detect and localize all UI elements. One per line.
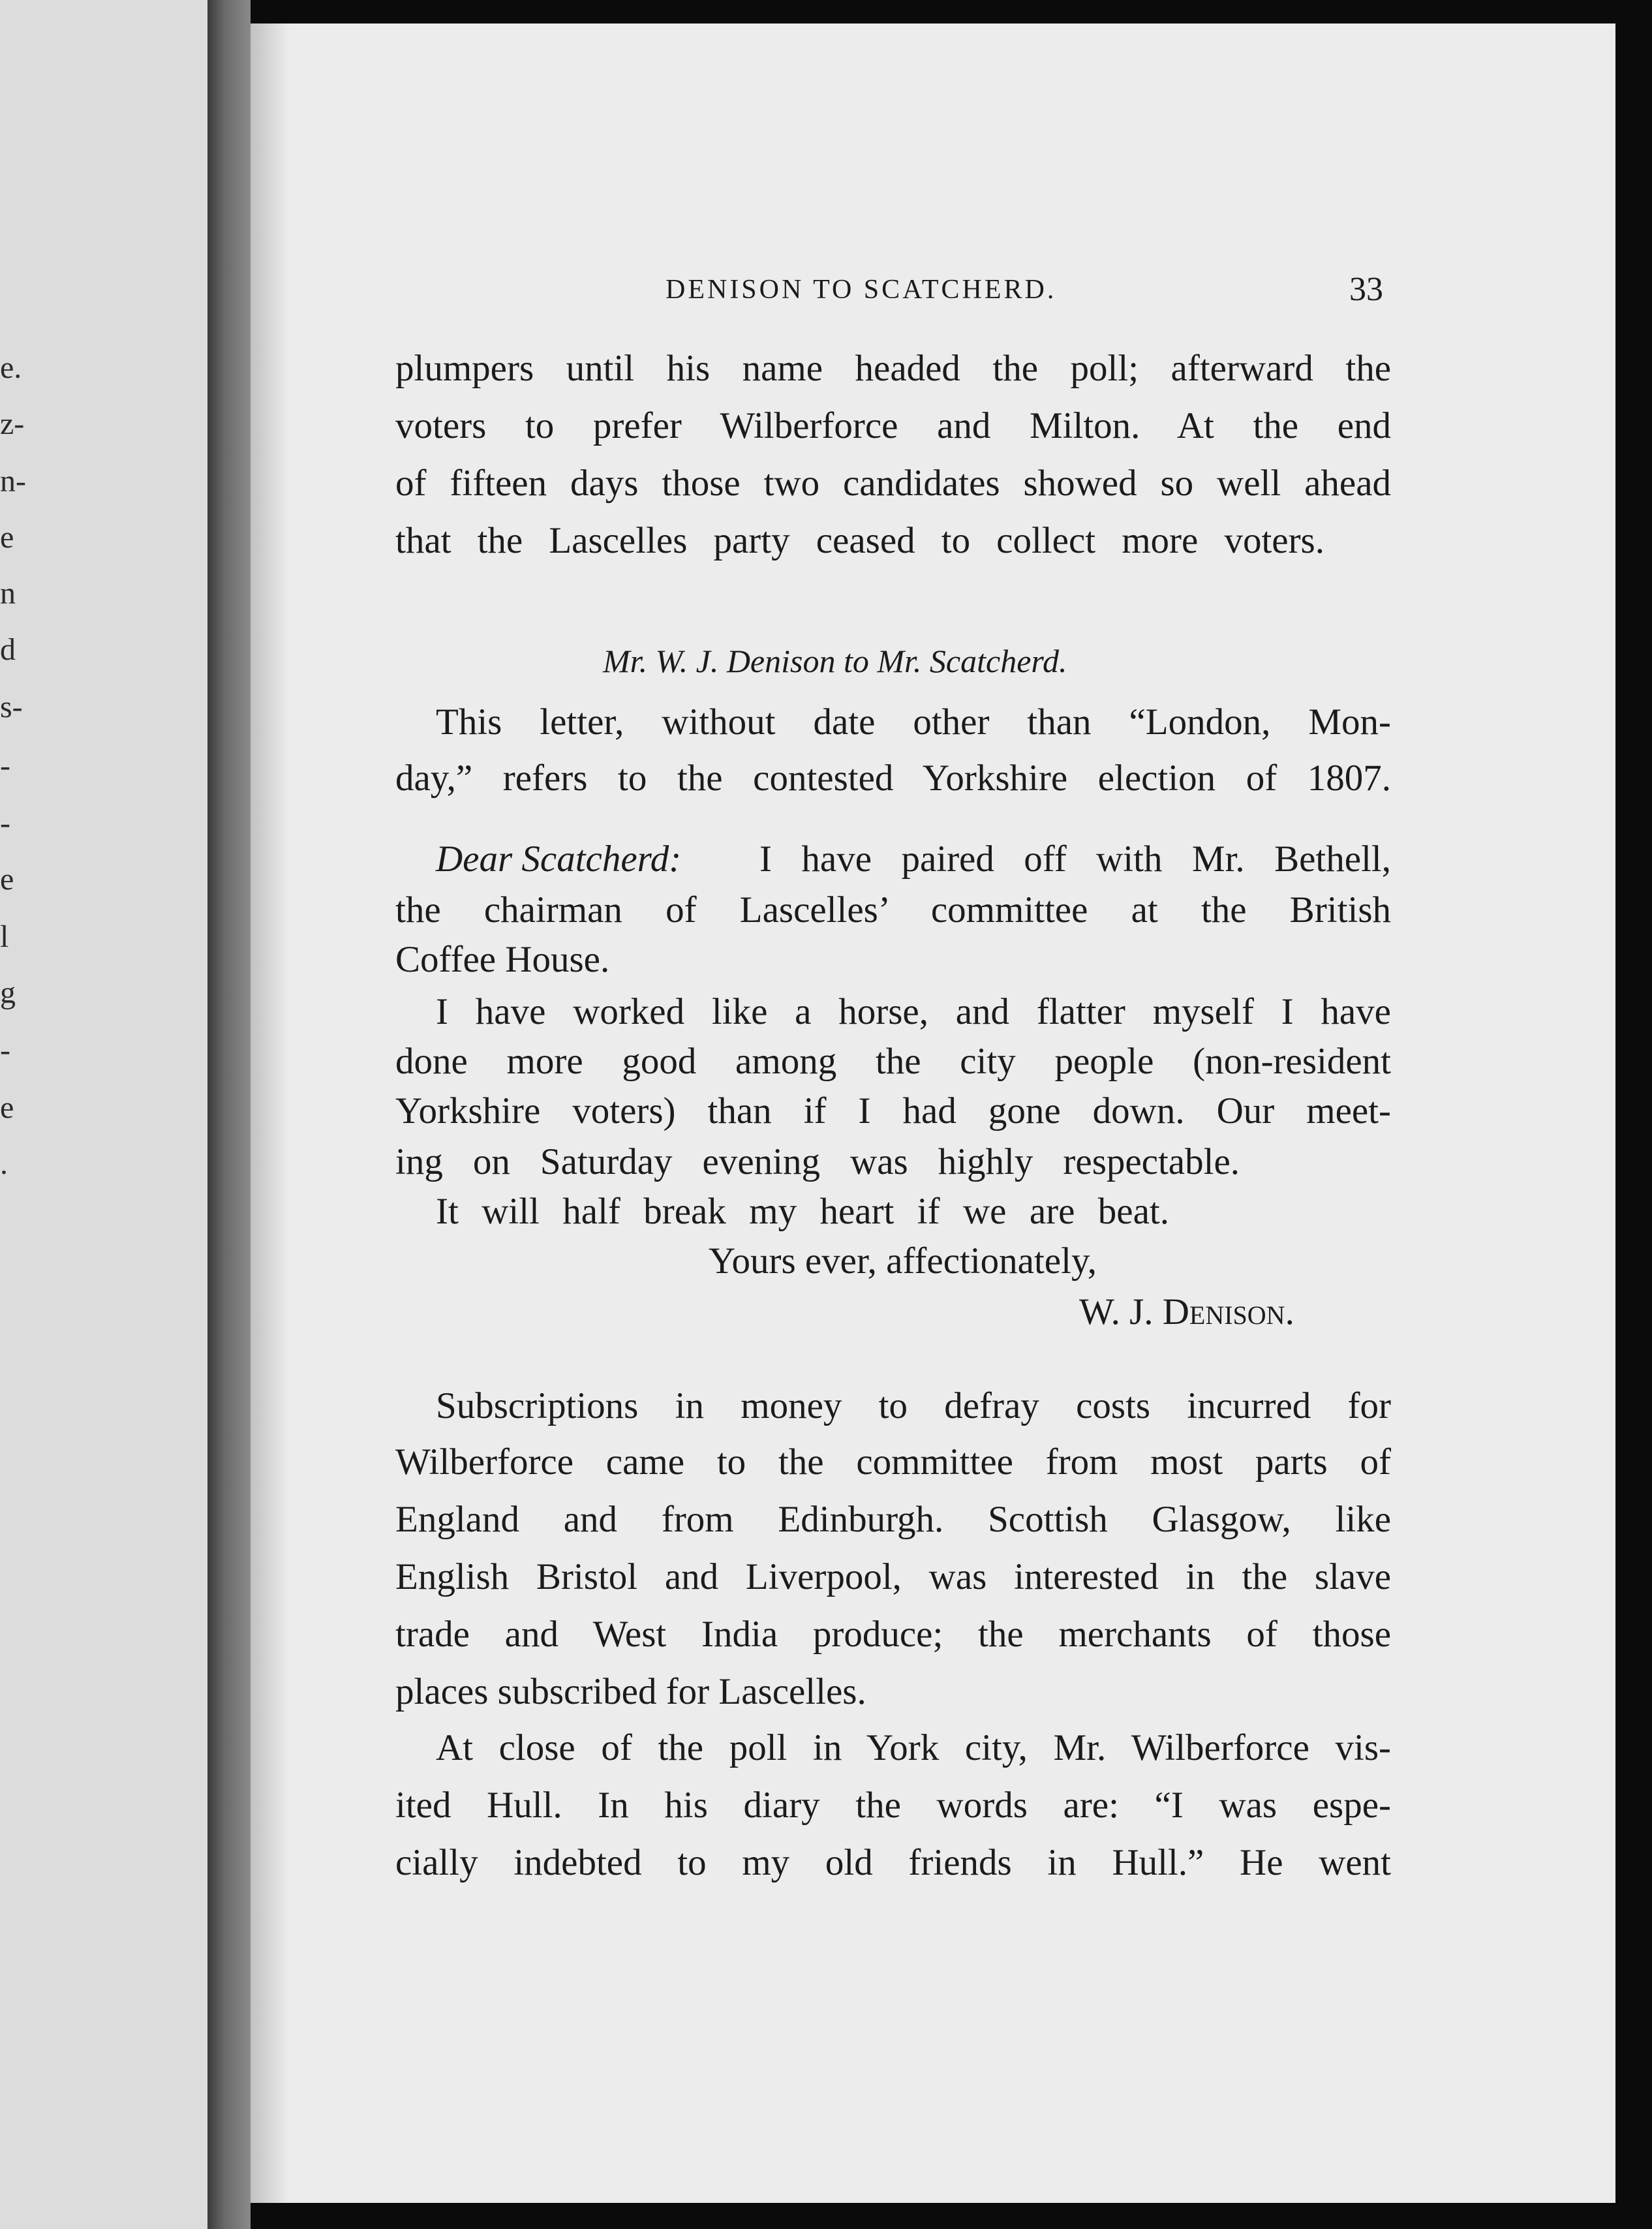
text-line: At close of the poll in York city, Mr. Wilberforce vis- (436, 1727, 1391, 1768)
margin-fragment: n (0, 576, 16, 611)
text-line: voters to prefer Wilberforce and Milton. At the end (395, 405, 1391, 446)
margin-fragment: l (0, 919, 9, 954)
text-line: Yorkshire voters) than if I had gone down. Our meet- (395, 1090, 1391, 1131)
text-line: done more good among the city people (non-resident (395, 1041, 1391, 1082)
text-line: ited Hull. In his diary the words are: “I was espe- (395, 1785, 1391, 1826)
running-head: DENISON TO SCATCHERD. (665, 275, 1057, 305)
text-line: trade and West India produce; the merchants of those (395, 1614, 1391, 1655)
margin-fragment: s- (0, 690, 23, 724)
letter-caption: Mr. W. J. Denison to Mr. Scatcherd. (603, 643, 1067, 679)
text-line: day,” refers to the contested Yorkshire election of 1807. (395, 758, 1391, 799)
text-line: cially indebted to my old friends in Hull.” He went (395, 1842, 1391, 1883)
text-line: Subscriptions in money to defray costs incurred for (436, 1385, 1391, 1426)
margin-fragment: e (0, 862, 14, 897)
margin-fragment: g (0, 976, 16, 1010)
margin-fragment: z- (0, 407, 25, 441)
text-line: that the Lascelles party ceased to collect more voters. (395, 520, 1324, 561)
text-line: Wilberforce came to the committee from most parts of (395, 1441, 1391, 1483)
margin-fragment: - (0, 748, 10, 783)
text-line: I have worked like a horse, and flatter myself I have (436, 991, 1391, 1032)
letter-salutation: Dear Scatcherd: (436, 838, 682, 880)
text-line: It will half break my heart if we are beat. (436, 1191, 1169, 1232)
text-line: Coffee House. (395, 939, 610, 980)
text-line: of fifteen days those two candidates showed so well ahead (395, 463, 1391, 504)
text-line: plumpers until his name headed the poll; afterward the (395, 348, 1391, 389)
text-line: This letter, without date other than “London, Mon- (436, 701, 1391, 743)
letter-signature: W. J. Denison. (1079, 1291, 1294, 1332)
margin-fragment: n- (0, 464, 26, 499)
text-line: English Bristol and Liverpool, was interested in the slave (395, 1556, 1391, 1597)
margin-fragment: - (0, 1033, 10, 1068)
text-line: places subscribed for Lascelles. (395, 1671, 866, 1712)
book-gutter (207, 0, 251, 2229)
margin-fragment: - (0, 806, 10, 840)
margin-fragment: . (0, 1146, 8, 1181)
margin-fragment: e. (0, 350, 22, 385)
letter-closing: Yours ever, affectionately, (709, 1240, 1097, 1282)
margin-fragment: e (0, 1090, 14, 1125)
text-line: England and from Edinburgh. Scottish Glasgow, like (395, 1499, 1391, 1540)
margin-fragment: d (0, 632, 16, 667)
text-line: ing on Saturday evening was highly respectable. (395, 1141, 1240, 1182)
page-shadow (251, 23, 290, 2203)
margin-fragment: e (0, 520, 14, 555)
text-line: the chairman of Lascelles’ committee at the British (395, 889, 1391, 930)
page-number: 33 (1349, 271, 1383, 308)
facing-page (0, 0, 207, 2229)
text-line: I have paired off with Mr. Bethell, (759, 838, 1391, 880)
